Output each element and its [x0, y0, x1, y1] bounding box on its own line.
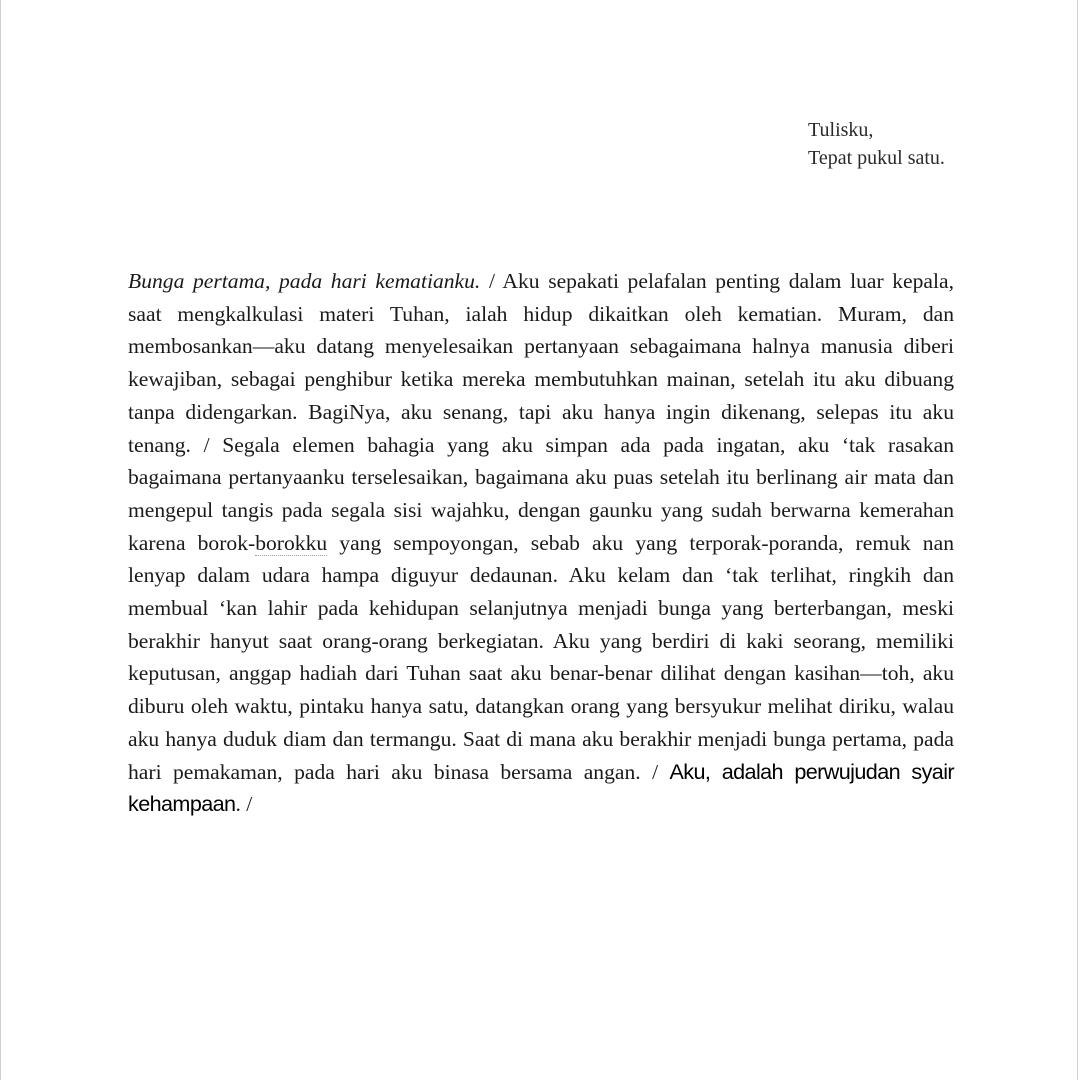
closing-end: . / — [235, 792, 253, 817]
body-text-part-2: yang sempoyongan, sebab aku yang terporak-poranda, remuk nan lenyap dalam udara hampa diguyur dedaunan. Aku kelam dan ‘tak terlihat, ringkih dan membual ‘kan lahir pada kehidupan selanjutnya menjadi bunga yang berterbangan, meski berakhir hanyut saat orang-orang berkegiatan. Aku yang berdiri di kaki seorang, memiliki keputusan, anggap hadiah dari Tuhan saat aku benar-benar dilihat dengan kasihan—toh, aku diburu oleh waktu, pintaku hanya satu, datangkan orang yang bersyukur melihat diriku, walau aku hanya duduk diam dan termangu. Saat di mana aku berakhir menjadi bunga pertama, pada hari pemakaman, pada hari aku binasa bersama angan. / — [128, 530, 954, 784]
closing-line: Aku, adalah perwujudan syair kehampaan — [128, 758, 955, 817]
body-text-part-1: Aku sepakati pelafalan penting dalam luar kepala, saat mengkalkulasi materi Tuhan, ialah hidup dikaitkan oleh kematian. Muram, dan membosankan—aku datang menyelesaikan pertanyaan sebagaimana halnya manusia diberi kewajiban, sebagai penghibur ketika mereka membutuhkan mainan, setelah itu aku dibuang tanpa didengarkan. BagiNya, aku senang, tapi aku hanya ingin dikenang, selepas itu aku tenang. / Segala elemen bahagia yang aku simpan ada pada ingatan, aku ‘tak rasakan bagaimana pertanyaanku terselesaikan, bagaimana aku puas setelah itu berlinang air mata dan mengepul tangis pada segala sisi wajahku, dengan gaunku yang sudah berwarna kemerahan karena borok- — [128, 269, 954, 555]
spellcheck-marked-word[interactable]: borokku — [255, 530, 328, 555]
signature-line-2: Tepat pukul satu. — [808, 147, 945, 169]
body-paragraph — [128, 265, 954, 821]
separator: / — [480, 269, 503, 293]
signature-block — [808, 116, 945, 172]
signature-line-1: Tulisku, — [808, 119, 874, 141]
lead-phrase: Bunga pertama, pada hari kematianku. — [128, 269, 481, 293]
